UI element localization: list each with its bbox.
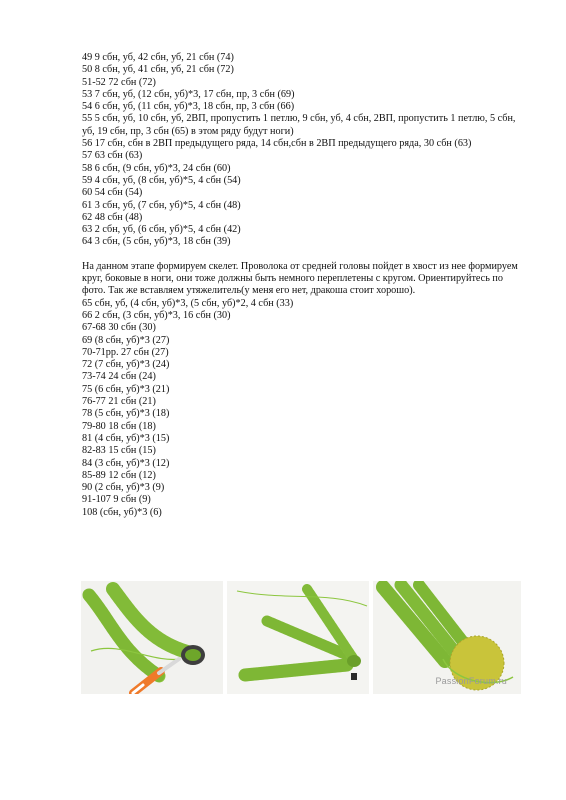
pattern-row: 81 (4 сбн, уб)*3 (15) bbox=[82, 432, 170, 444]
pattern-row: 66 2 сбн, (3 сбн, уб)*3, 16 сбн (30) bbox=[82, 309, 231, 321]
pattern-row: 49 9 сбн, уб, 42 сбн, уб, 21 сбн (74) bbox=[82, 52, 234, 63]
pattern-row: 57 63 сбн (63) bbox=[82, 150, 143, 162]
pattern-row: 58 6 сбн, (9 сбн, уб)*3, 24 сбн (60) bbox=[82, 162, 231, 174]
pattern-row: 53 7 сбн, уб, (12 сбн, уб)*3, 17 сбн, пр, 3 сбн (69) bbox=[82, 88, 295, 100]
pattern-row: 91-107 9 сбн (9) bbox=[82, 494, 151, 506]
pattern-row: 90 (2 сбн, уб)*3 (9) bbox=[82, 482, 165, 494]
pattern-row: 63 2 сбн, уб, (6 сбн, уб)*5, 4 сбн (42) bbox=[82, 224, 241, 236]
pattern-row: 84 (3 сбн, уб)*3 (12) bbox=[82, 457, 170, 469]
pattern-row: 69 (8 сбн, уб)*3 (27) bbox=[82, 334, 170, 346]
pattern-row: 85-89 12 сбн (12) bbox=[82, 469, 156, 481]
photo-strip bbox=[81, 581, 521, 694]
pattern-row: 64 3 сбн, (5 сбн, уб)*3, 18 сбн (39) bbox=[82, 236, 231, 248]
instruction-paragraph: На данном этапе формируем скелет. Проволока от средней головы пойдет в хвост из нее формируем круг, боковые в ноги, они тоже должны быть немного переплетены с кругом. Ориентируйтесь по фото. Так же вставляем утяжелитель(у меня его нет, дракоша стоит хорошо). bbox=[82, 260, 518, 297]
pattern-row: 78 (5 сбн, уб)*3 (18) bbox=[82, 408, 170, 420]
photo-tubes-with-head bbox=[373, 581, 521, 694]
photo-three-tubes bbox=[227, 581, 369, 694]
pattern-row: 65 сбн, уб, (4 сбн, уб)*3, (5 сбн, уб)*2, 4 сбн (33) bbox=[82, 297, 294, 309]
pattern-row: 59 4 сбн, уб, (8 сбн, уб)*5, 4 сбн (54) bbox=[82, 174, 241, 186]
pattern-row: 108 (сбн, уб)*3 (6) bbox=[82, 506, 162, 518]
pattern-row: 75 (6 сбн, уб)*3 (21) bbox=[82, 383, 170, 395]
pattern-row: 72 (7 сбн, уб)*3 (24) bbox=[82, 359, 170, 371]
pattern-row: 61 3 сбн, уб, (7 сбн, уб)*5, 4 сбн (48) bbox=[82, 199, 241, 211]
pattern-row: 60 54 сбн (54) bbox=[82, 187, 143, 199]
pattern-row: 56 17 сбн, сбн в 2ВП предыдущего ряда, 14 сбн,сбн в 2ВП предыдущего ряда, 30 сбн (63) bbox=[82, 138, 472, 150]
rows-list-top bbox=[82, 52, 522, 249]
pattern-row: 76-77 21 сбн (21) bbox=[82, 396, 156, 408]
pattern-row: 67-68 30 сбн (30) bbox=[82, 322, 156, 334]
pattern-row: 55 5 сбн, уб, 10 сбн, уб, 2ВП, пропустить 1 петлю, 9 сбн, уб, 4 сбн, 2ВП, пропустить 1 петлю, 5 сбн, уб, 19 сбн, пр, 3 сбн (65) в этом ряду будут ноги) bbox=[82, 113, 519, 137]
pattern-row: 73-74 24 сбн (24) bbox=[82, 371, 156, 383]
pattern-row: 70-71рр. 27 сбн (27) bbox=[82, 346, 169, 358]
rows-list-bottom bbox=[82, 298, 522, 519]
pattern-row: 62 48 сбн (48) bbox=[82, 211, 143, 223]
pattern-row: 50 8 сбн, уб, 41 сбн, уб, 21 сбн (72) bbox=[82, 64, 234, 76]
pattern-row: 54 6 сбн, уб, (11 сбн, уб)*3, 18 сбн, пр, 3 сбн (66) bbox=[82, 101, 295, 113]
photo-legs-with-hook bbox=[81, 581, 223, 694]
watermark: PassionForum.ru bbox=[435, 676, 507, 686]
pattern-row: 82-83 15 сбн (15) bbox=[82, 445, 156, 457]
pattern-document bbox=[82, 52, 522, 519]
pattern-row: 79-80 18 сбн (18) bbox=[82, 420, 156, 432]
pattern-row: 51-52 72 сбн (72) bbox=[82, 76, 156, 88]
